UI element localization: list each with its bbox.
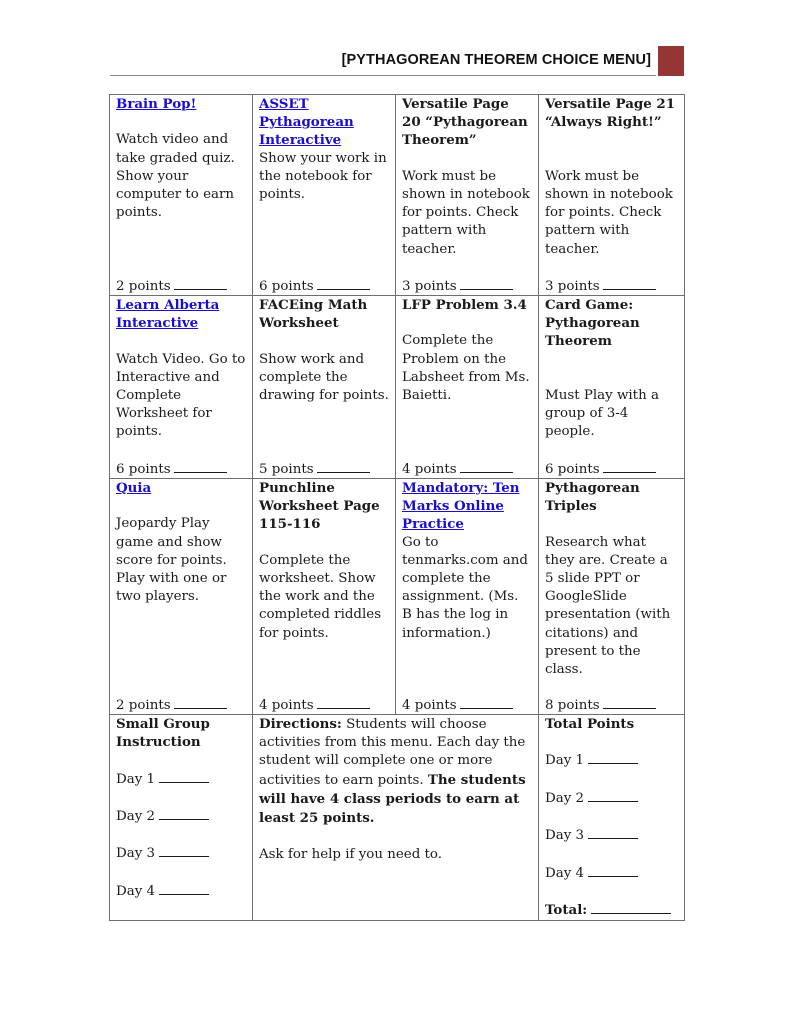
activity-description: Complete the Problem on the Labsheet from Ms. Baietti.: [402, 333, 530, 403]
activity-description: Go to tenmarks.com and complete the assignment. (Ms. B has the log in information.): [402, 534, 528, 641]
directions-help: Ask for help if you need to.: [259, 847, 443, 863]
activity-description: Watch video and take graded quiz. Show your computer to earn points.: [116, 132, 235, 221]
activity-description: Work must be shown in notebook for points. Check pattern with teacher.: [545, 168, 673, 257]
activity-points: 6 points: [116, 460, 227, 479]
activity-link[interactable]: Mandatory: Ten Marks Online Practice: [402, 480, 520, 533]
activity-ten-marks: [396, 479, 539, 715]
activity-asset-interactive: [253, 95, 396, 296]
day-blank: [159, 770, 209, 783]
day-blank: [588, 789, 638, 802]
activity-description: Complete the worksheet. Show the work and the completed riddles for points.: [259, 552, 382, 641]
day-blank: [588, 751, 638, 764]
activity-description: Show work and complete the drawing for points.: [259, 351, 389, 403]
small-group-day-2: Day 2: [116, 807, 246, 826]
menu-row: [110, 95, 685, 296]
activity-points: 2 points: [116, 277, 227, 296]
points-blank: [603, 277, 656, 290]
menu-row: [110, 296, 685, 479]
activity-title: Card Game: Pythagorean Theorem: [545, 297, 640, 350]
day-blank: [159, 882, 209, 895]
activity-title: Punchline Worksheet Page 115-116: [259, 480, 380, 533]
activity-punchline-worksheet: [253, 479, 396, 715]
activity-description: Show your work in the notebook for points.: [259, 150, 387, 203]
header-accent-block: [658, 46, 684, 76]
points-blank: [317, 277, 370, 290]
activity-points: 6 points: [545, 460, 656, 479]
total-points-title: Total Points: [545, 716, 635, 732]
activity-link[interactable]: Brain Pop!: [116, 96, 197, 112]
activity-points: 4 points: [259, 696, 370, 715]
activity-pythagorean-triples: [539, 479, 685, 715]
activity-description: Must Play with a group of 3-4 people.: [545, 387, 659, 440]
activity-title: FACEing Math Worksheet: [259, 297, 368, 332]
points-blank: [460, 277, 513, 290]
points-blank: [174, 277, 227, 290]
directions-bold-text: The students will have 4 class periods to earn at least 25 points.: [259, 771, 526, 827]
menu-row: [110, 715, 685, 921]
activity-points: 8 points: [545, 696, 656, 715]
grand-total: Total:: [545, 901, 678, 920]
activity-versatile-20: [396, 95, 539, 296]
activity-title: Versatile Page 20 “Pythagorean Theorem”: [402, 96, 528, 149]
activity-points: 3 points: [402, 277, 513, 296]
activity-quia: [110, 479, 253, 715]
activity-description: Jeopardy Play game and show score for points. Play with one or two players.: [116, 516, 227, 605]
activity-points: 4 points: [402, 460, 513, 479]
points-blank: [603, 460, 656, 473]
activity-brain-pop: [110, 95, 253, 296]
points-blank: [174, 696, 227, 709]
activity-link[interactable]: Quia: [116, 480, 152, 496]
activity-learn-alberta: [110, 296, 253, 479]
activity-card-game: [539, 296, 685, 479]
small-group-day-4: Day 4: [116, 882, 246, 901]
document-header-title: [PYTHAGOREAN THEOREM CHOICE MENU]: [341, 52, 651, 68]
activity-description: Work must be shown in notebook for points. Check pattern with teacher.: [402, 168, 530, 257]
total-day-4: Day 4: [545, 864, 678, 883]
day-blank: [588, 864, 638, 877]
small-group-day-1: Day 1: [116, 770, 246, 789]
total-day-3: Day 3: [545, 826, 678, 845]
activity-lfp-problem: [396, 296, 539, 479]
points-blank: [317, 696, 370, 709]
small-group-day-3: Day 3: [116, 844, 246, 863]
menu-row: [110, 479, 685, 715]
activity-points: 4 points: [402, 696, 513, 715]
activity-title: Versatile Page 21 “Always Right!”: [545, 96, 676, 131]
activity-versatile-21: [539, 95, 685, 296]
day-blank: [588, 826, 638, 839]
header-rule: [110, 75, 656, 76]
activity-faceing-math: [253, 296, 396, 479]
small-group-instruction: [110, 715, 253, 921]
total-points: [539, 715, 685, 921]
points-blank: [460, 696, 513, 709]
directions-text: Students will choose activities from this menu. Each day the student will complete one or more activities to earn points.: [259, 717, 526, 788]
activity-points: 6 points: [259, 277, 370, 296]
points-blank: [317, 460, 370, 473]
total-day-1: Day 1: [545, 751, 678, 770]
activity-points: 5 points: [259, 460, 370, 479]
activity-link[interactable]: ASSET Pythagorean Interactive: [259, 96, 354, 149]
activity-points: 2 points: [116, 696, 227, 715]
day-blank: [159, 844, 209, 857]
points-blank: [174, 460, 227, 473]
activity-description: Research what they are. Create a 5 slide PPT or GoogleSlide presentation (with citations) and present to the class.: [545, 534, 671, 678]
directions-label: Directions:: [259, 716, 342, 732]
total-blank: [591, 901, 671, 914]
choice-menu-table: [109, 94, 685, 921]
small-group-title: Small Group Instruction: [116, 716, 210, 751]
activity-title: LFP Problem 3.4: [402, 297, 527, 313]
activity-title: Pythagorean Triples: [545, 480, 640, 515]
directions: [253, 715, 539, 921]
points-blank: [603, 696, 656, 709]
activity-points: 3 points: [545, 277, 656, 296]
activity-description: Watch Video. Go to Interactive and Complete Worksheet for points.: [116, 351, 246, 440]
activity-link[interactable]: Learn Alberta Interactive: [116, 297, 220, 332]
points-blank: [460, 460, 513, 473]
day-blank: [159, 807, 209, 820]
total-day-2: Day 2: [545, 789, 678, 808]
